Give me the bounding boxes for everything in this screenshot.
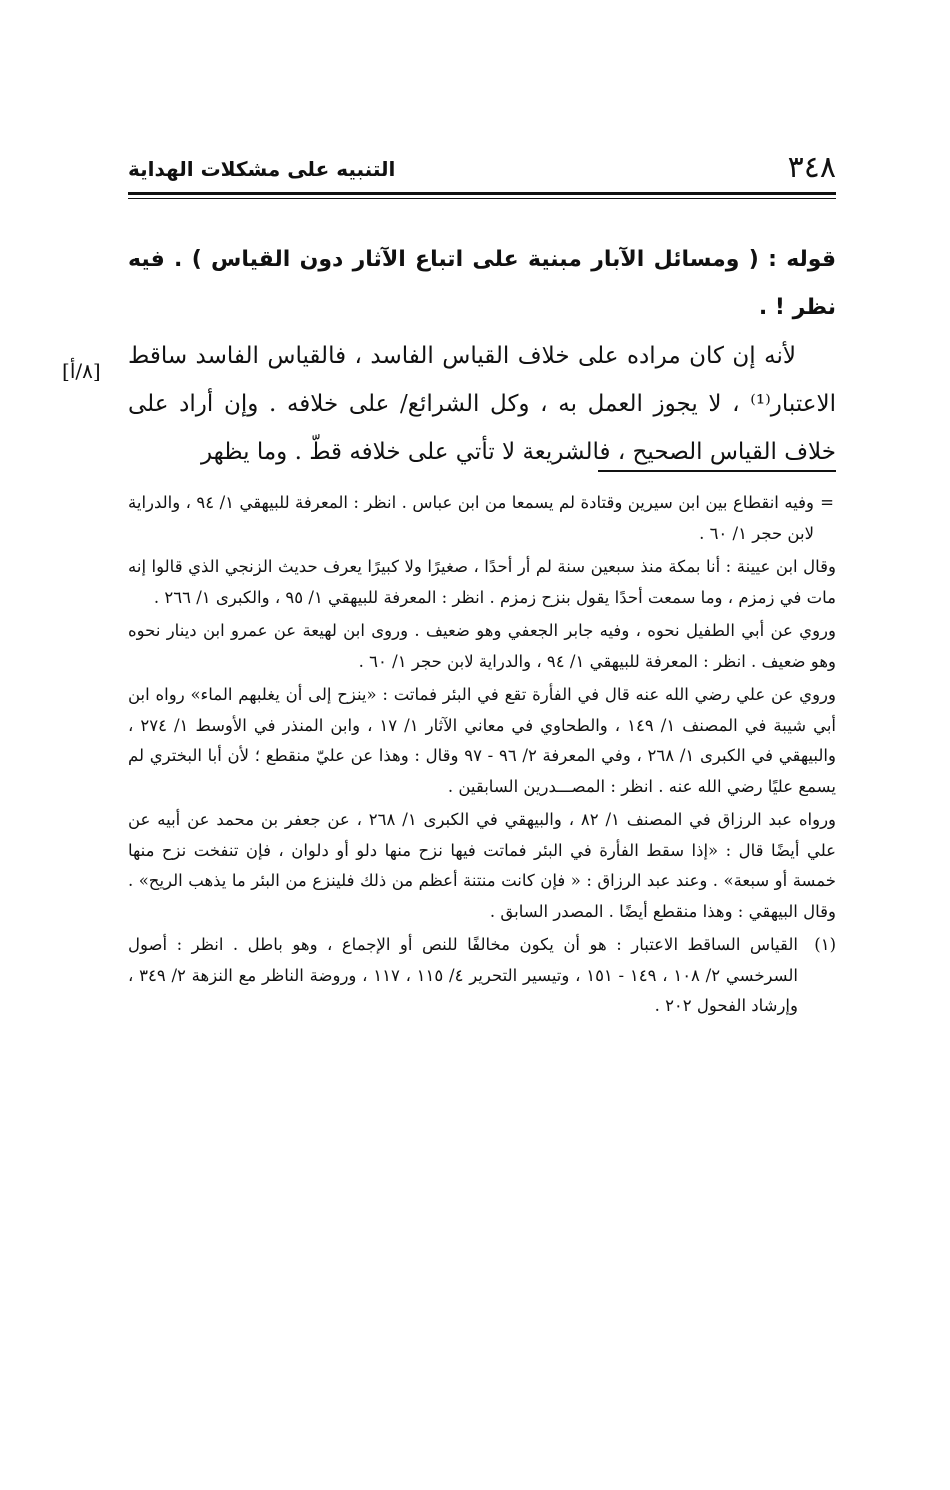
footnote-paragraph: وروي عن علي رضي الله عنه قال في الفأرة تقع في البئر فماتت : «ينزح إلى أن يغلبهم الماء» رواه ابن أبي شيبة في المصنف ١/ ١٤٩ ، والطحاوي في معاني الآثار ١/ ١٧ ، وابن المنذر في الأوسط ١/ ٢٧٤ ، والبيهقي في الكبرى ١/ ٢٦٨ ، وفي المعرفة ٢/ ٩٦ - ٩٧ وقال : وهذا عن عليّ منقطع ؛ لأن أبا البختري لم يسمع عليًا رضي الله عنه . انظر : المصـــدرين السابقين . [128, 685, 836, 796]
footnote-continuation [128, 488, 836, 549]
footnote-1 [128, 930, 836, 1022]
body-paragraph: لأنه إن كان مراده على خلاف القياس الفاسد ، فالقياس الفاسد ساقط الاعتبار⁽¹⁾ ، لا يجوز العمل به ، وكل الشرائع/ على خلافه . وإن أراد على خلاف القياس الصحيح ، فالشريعة لا تأتي على خلافه قطّ . وما يظهر [128, 343, 836, 465]
footnote-separator [598, 470, 836, 472]
footnote-number: (١) [814, 935, 836, 954]
footnotes [128, 488, 836, 1025]
footnote-paragraph: وروي عن أبي الطفيل نحوه ، وفيه جابر الجعفي وهو ضعيف . وروى ابن لهيعة عن عمرو ابن دينار نحوه وهو ضعيف . انظر : المعرفة للبيهقي ١/ ٩٤ ، والدراية لابن حجر ١/ ٦٠ . [128, 621, 836, 671]
footnote-paragraph: وقال ابن عيينة : أنا بمكة منذ سبعين سنة لم أر أحدًا ، صغيرًا ولا كبيرًا يعرف حديث الزنجي الذي قالوا إنه مات في زمزم ، وما سمعت أحدًا يقول بنزح زمزم . انظر : المعرفة للبيهقي ١/ ٩٥ ، والكبرى ١/ ٢٦٦ . [128, 557, 836, 607]
header-rule-thin [128, 198, 836, 199]
running-title: التنبيه على مشكلات الهداية [128, 157, 396, 181]
footnote-text: القياس الساقط الاعتبار : هو أن يكون مخالفًا للنص أو الإجماع ، وهو باطل . انظر : أصول السرخسي ٢/ ١٠٨ ، ١٤٩ - ١٥١ ، وتيسير التحرير ٤/ ١١٥ ، ١١٧ ، وروضة الناظر مع النزهة ٢/ ٣٤٩ ، وإرشاد الفحول ٢٠٢ . [128, 935, 798, 1015]
continuation-marker: = [820, 493, 834, 512]
main-text [128, 236, 836, 476]
page-number: ٣٤٨ [787, 150, 836, 185]
footnote-text: وفيه انقطاع بين ابن سيرين وقتادة لم يسمعا من ابن عباس . انظر : المعرفة للبيهقي ١/ ٩٤ ، والدراية لابن حجر ١/ ٦٠ . [128, 493, 815, 543]
footnote-paragraph: ورواه عبد الرزاق في المصنف ١/ ٨٢ ، والبيهقي في الكبرى ١/ ٢٦٨ ، عن جعفر بن محمد عن أبيه عن علي أيضًا قال : «إذا سقط الفأرة في البئر فماتت فيها نزح منها دلو أو دلوان ، فإن تنفخت نزح منها خمسة أو سبعة» . وعند عبد الرزاق : « فإن كانت منتنة أعظم من ذلك فلينزع من البئر ما يذهب الريح» . وقال البيهقي : وهذا منقطع أيضًا . المصدر السابق . [128, 810, 837, 921]
page-header [128, 150, 836, 186]
header-rule-thick [128, 192, 836, 195]
quoted-statement: قوله : ( ومسائل الآبار مبنية على اتباع الآثار دون القياس ) . فيه نظر ! . [128, 247, 836, 320]
manuscript-folio-ref: [٨/أ] [62, 359, 101, 383]
